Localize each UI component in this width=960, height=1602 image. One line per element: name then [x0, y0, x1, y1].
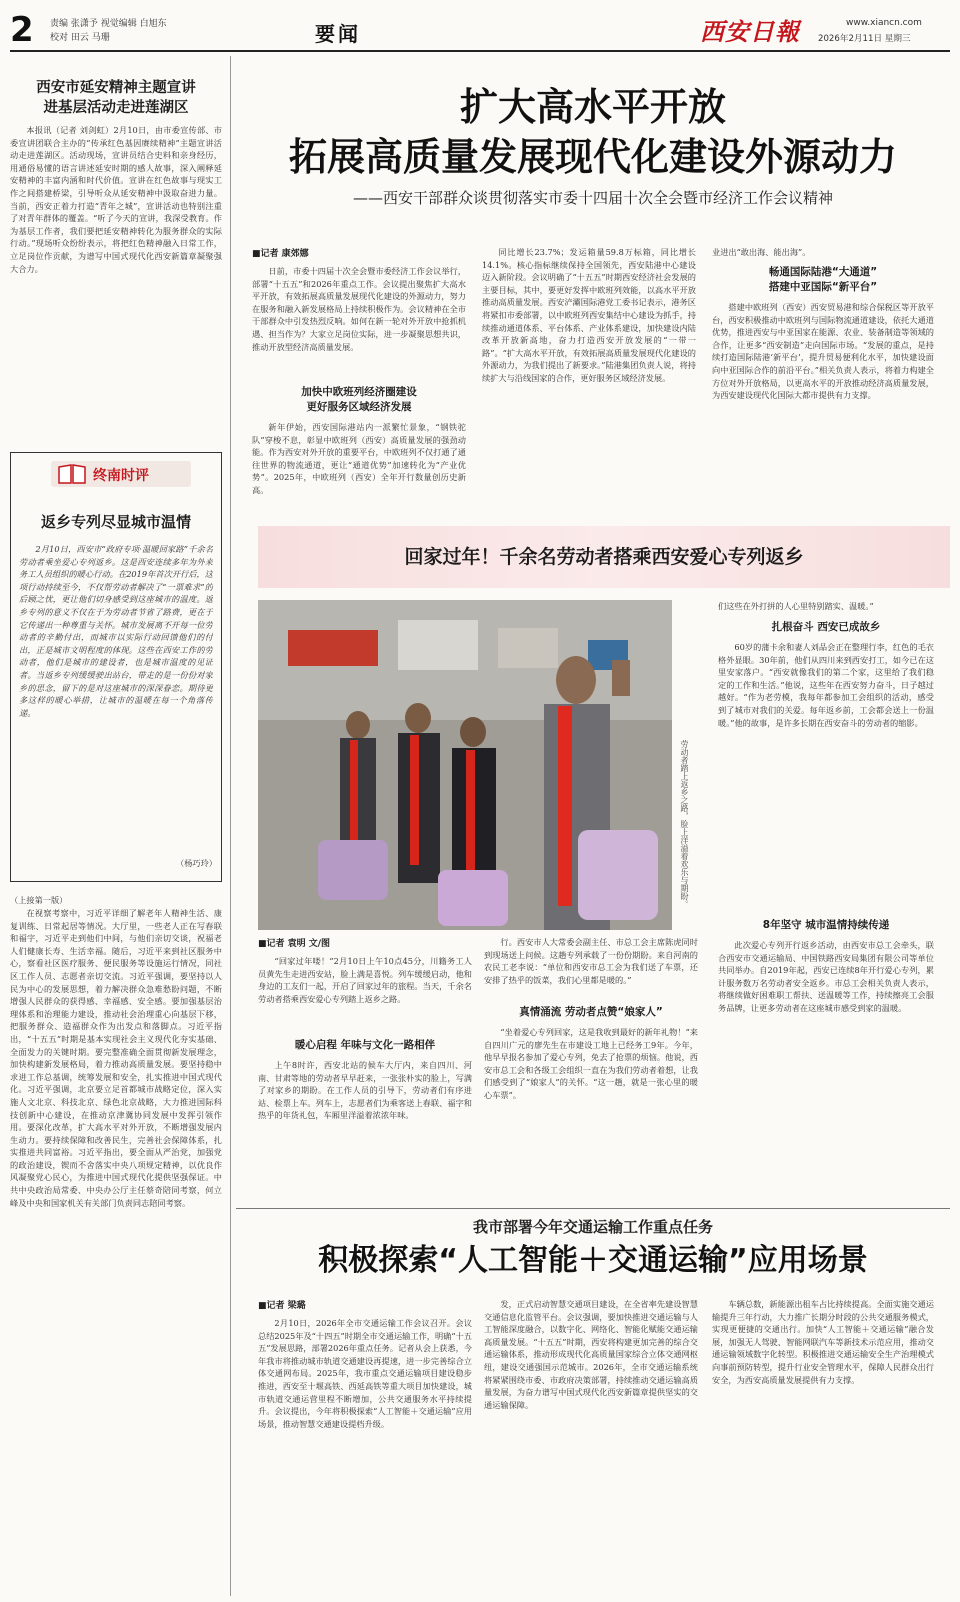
- main-byline: ■记者 康郊娜: [252, 249, 309, 259]
- photo-caption: 劳动者踏上返乡之路，脸上洋溢着欢乐与期盼。: [680, 740, 689, 908]
- left-article-title-1: 西安市延安精神主题宣讲: [36, 80, 196, 96]
- main-subheadline: ——西安干部群众谈贯彻落实市委十四届十次全会暨市经济工作会议精神: [352, 189, 833, 207]
- transport-col3-text: 车辆总数，新能源出租车占比持续提高。全面实施交通运输提升三年行动，大力推广长期分时段的公共交通服务模式，实现更便捷的交通出行。加快“人工智能＋交通运输”融合发展，加强无人驾驶、智能网联汽车等新技术示范应用，推动交通运输领域数字化转型。积极推进交通运输安全生产治理模式向事前预防转型，提升行业安全管理水平，保障人民群众出行安全，为西安高质量发展提供有力支撑。: [712, 1299, 934, 1385]
- newspaper-logo: 西安日報: [700, 17, 800, 46]
- train-banner-title: 回家过年！千余名劳动者搭乘西安爱心专列返乡: [404, 546, 804, 568]
- commentary-title: 返乡专列尽显城市温情: [40, 513, 191, 531]
- left-article: [10, 78, 222, 414]
- commentary-body: 2月10日，西安市“政府专项·温暖回家路”千余名劳动者乘坐爱心专列返乡。这是西安连续多年为外来务工人员组织的暖心行动。在2019年首次开行后，这项行动持续至今，不仅帮劳动者解决了“一票难求”的后顾之忧，更让他们切身感受到这座城市的温度。返乡专列的意义不仅在于为劳动者节省了路费，更在于它传递出一种尊重与关怀。城市发展离不开每一位劳动者的辛勤付出，而城市以实际行动回馈他们的付出，正是城市文明程度的体现。这些在西安工作的劳动者，他们是城市的建设者，也是城市温度的见证者。当返乡专列缓缓驶出站台，带走的是一份份对家乡的思念，留下的是对这座城市的深深眷恋。期待更多这样的暖心举措，让城市的温暖在每一个角落传递。: [19, 544, 213, 718]
- train-col1-text-b: 上午8时许，西安北站的候车大厅内，来自四川、河南、甘肃等地的劳动者早早赶来，一张张朴实的脸上，写满了对家乡的期盼。在工作人员的引导下，劳动者们有序进站、检票上车。列车上，志愿者们为乘客送上春联、福字和热乎的年货礼包，车厢里洋溢着浓浓年味。: [258, 1060, 472, 1121]
- transport-col1-text: 2月10日，2026年全市交通运输工作会议召开。会议总结2025年及“十四五”时期全市交通运输工作，明确“十五五”发展思路，部署2026年重点任务。记者从会上获悉，今年我市将推动城市轨道交通建设再提速，进一步完善综合立体交通网布局。2025年，我市重点交通运输项目建设稳步推进，西安至十堰高铁、西延高铁等重大项目加快建设，城市轨道交通运营里程不断增加，公共交通服务水平持续提升。会议提出，今年将积极探索“人工智能＋交通运输”应用场景，推动智慧交通建设提档升级。: [258, 1318, 472, 1429]
- main-article: [236, 60, 950, 210]
- main-col1-subhead: 加快中欧班列经济圈建设 更好服务区域经济发展: [301, 386, 417, 413]
- issue-date: 2026年2月11日 星期三: [818, 34, 911, 44]
- page-number: 2: [10, 10, 34, 50]
- train-col-2: [484, 936, 698, 1172]
- transport-kicker: 我市部署今年交通运输工作重点任务: [472, 1218, 713, 1236]
- train-banner: [258, 526, 950, 588]
- train-col2-text-b: “坐着爱心专列回家，这是我收到最好的新年礼物！”来自四川广元的廖先生在市建设工地上已经务工9年。今年，他早早报名参加了爱心专列，免去了抢票的烦恼。他说，西安市总工会和各级工会组织一直在为我们劳动者着想，让我们感受到了“娘家人”的关怀。“这一趟，就是一张心里的暖心车票”。: [484, 1027, 698, 1100]
- commentary-box: [10, 452, 222, 882]
- left-article-body: 本报讯（记者 刘剑虹）2月10日，由市委宣传部、市委宣讲团联合主办的“传承红色基因赓续精神”主题宣讲活动走进莲湖区。活动现场，宣讲员结合史料和亲身经历，用通俗易懂的语言讲述延安时期的感人故事，深入阐释延安精神的丰富内涵和时代价值。宣讲在红色故事与现实工作之间搭建桥梁，引导听众从延安精神中汲取奋进力量。当前，西安正着力打造“青年之城”，宣讲活动也特别注重了对青年群体的覆盖。“听了今天的宣讲，我深受教育。作为基层工作者，我们要把延安精神转化为服务群众的实际行动。”现场听众纷纷表示，将把红色精神融入日常工作，立足岗位作贡献，为谱写中国式现代化西安新篇章凝聚强大合力。: [10, 125, 222, 274]
- station-photo-illustration: [258, 600, 672, 930]
- transport-col-1: [258, 1298, 472, 1587]
- train-col-3: [718, 600, 934, 1199]
- main-col2-text: 同比增长23.7%；发运箱量59.8万标箱，同比增长14.1%。核心指标继续保持全国领先，西安陆港中心建设迈入新阶段。会议明确了“十五五”时期西安经济社会发展的主要目标，其中，要更好发挥中欧班列效能，以高水平开放推动高质量发展。西安浐灞国际港党工委书记表示，港务区将紧扣市委部署，以中欧班列西安集结中心建设为抓手，持续推动通道体系、平台体系、产业体系建设，加快建设内陆改革开放新高地，奋力打造西安开放发展的“一带一路”。“扩大高水平开放，有效拓展高质量发展现代化建设的外源动力，为我们提出了新要求。”陆港集团负责人说，将持续扩大与沿线国家的合作，更好服务区域经济发展。: [482, 247, 696, 383]
- column-logo: 终南时评: [93, 468, 149, 484]
- train-photo: [258, 600, 672, 930]
- train-col2-subhead: 真情涌流 劳动者点赞“娘家人”: [519, 1006, 663, 1018]
- transport-col2-text: 发，正式启动智慧交通项目建设，在全省率先建设智慧交通信息化监管平台。会议强调，要加快推进交通运输与人工智能深度融合，以数字化、网络化、智能化赋能交通运输高质量发展。“十五五”时期，西安将构建更加完善的综合交通运输体系，推动形成现代化高质量国家综合立体交通网枢纽，建设交通强国示范城市。2026年，全市交通运输系统将紧紧围绕市委、市政府决策部署，持续推动交通运输高质量发展，为奋力谱写中国式现代化西安新篇章提供坚实的交通运输保障。: [484, 1299, 698, 1410]
- section-divider: [236, 1208, 950, 1209]
- transport-headline: 积极探索“人工智能＋交通运输”应用场景: [318, 1243, 868, 1278]
- credits-line-2: 校对 田云 马珊: [50, 33, 110, 43]
- main-col-1: [252, 246, 466, 533]
- left-article-title-2: 进基层活动走进莲湖区: [43, 100, 189, 116]
- main-col3-text-b: 搭建中欧班列（西安）西安贸易港和综合保税区等开放平台，西安积极推动中欧班列与国际物流通道建设，依托大通道优势，推进西安与中亚国家在能源、农业、装备制造等领域的合作，让更多“西安制造”走向国际市场。“发展的重点，是持续打造国际陆港‘新平台’，提升贸易便利化水平，加快建设面向中亚国际合作的前沿平台。”相关负责人表示，将着力构建全方位对外开放格局，以更高水平的开放推动经济高质量发展，为西安建设现代化国际大都市提供有力支撑。: [712, 302, 934, 401]
- page-header: [10, 10, 950, 54]
- commentary-author: （杨巧玲）: [176, 858, 217, 868]
- transport-col-2: [484, 1298, 698, 1588]
- transport-col-3: [712, 1298, 934, 1588]
- main-col1-text-a: 日前，市委十四届十次全会暨市委经济工作会议举行，部署“十五五”和2026年重点工作。会议提出聚焦扩大高水平开放，有效拓展高质量发展现代化建设的外源动力，努力在服务和融入新发展格局上持续积极作为。会议精神在全市干部群众中引发热烈反响。如何在新一轮对外开放中抢抓机遇、担当作为？大家立足岗位实际，进一步凝聚思想共识，推动开放型经济高质量发展。: [252, 266, 466, 352]
- train-col3-text-b: 60岁的蒲卡余和妻人刘品会正在整理行李，红色的毛衣格外显眼。30年前，他们从四川来到西安打工，如今已在这里安家落户。“西安就像我们的第二个家，这里给了我们稳定的工作和生活。”他说，这些年在西安努力奋斗，日子越过越好。“作为老劳模，我每年都参加工会组织的活动，感受到了城市对我们的关爱。每年返乡前，工会都会送上一份温暖。”他的故事，是许多长期在西安奋斗的劳动者的缩影。: [718, 642, 934, 728]
- train-col1-subhead: 暖心启程 年味与文化一路相伴: [294, 1039, 436, 1051]
- train-col3-text-a: 们这些在外打拼的人心里特别踏实、温暖。”: [718, 601, 874, 611]
- train-byline: ■记者 袁明 文/图: [258, 939, 331, 949]
- transport-byline: ■记者 梁璐: [258, 1301, 306, 1311]
- train-col3-subhead-2: 8年坚守 城市温情持续传递: [762, 919, 890, 931]
- section-title: 要闻: [315, 22, 361, 46]
- main-col-2: [482, 246, 696, 508]
- main-col3-subhead: 畅通国际陆港“大通道” 搭建中亚国际“新平台”: [768, 266, 878, 293]
- main-col1-text-b: 新年伊始，西安国际港站内一派繁忙景象，“钢铁驼队”穿梭不息，彰显中欧班列（西安）高质量发展的强劲动能。作为西安对外开放的重要平台，中欧班列不仅打通了通往世界的物流通道，更让“通道优势”加速转化为“产业优势”。2025年，中欧班列（西安）全年开行数量创历史新高。: [252, 422, 466, 495]
- column-divider: [230, 56, 231, 1596]
- train-col2-text: 行。西安市人大常委会副主任、市总工会主席陈虎同时到现场送上问候。这趟专列承载了一份份期盼。来自河南的农民工老李说：“单位和西安市总工会为我们送了车票，还安排了热乎的饭菜，我们心里都是暖的。”: [484, 937, 698, 985]
- train-col3-subhead-1: 扎根奋斗 西安已成故乡: [771, 621, 881, 633]
- site-url: www.xiancn.com: [846, 18, 922, 28]
- continued-label: （上接第一版）: [10, 895, 68, 905]
- main-headline-2: 拓展高质量发展现代化建设外源动力: [288, 135, 897, 179]
- header-rule: [10, 50, 950, 52]
- main-col3-text-a: 业进出“敢出海、能出海”。: [712, 247, 811, 257]
- train-col-1: [258, 936, 472, 1171]
- book-icon: [57, 463, 87, 485]
- main-col-3: [712, 246, 934, 511]
- main-headline-1: 扩大高水平开放: [459, 85, 726, 129]
- continued-article: [10, 894, 222, 1595]
- credits-line-1: 责编 张潇予 视觉编辑 白旭东: [50, 19, 167, 29]
- train-col3-text-c: 此次爱心专列开行返乡活动，由西安市总工会牵头，联合西安市交通运输局、中国铁路西安局集团有限公司等单位共同举办。自2019年起，西安已连续8年开行爱心专列，累计服务数万名劳动者安全返乡。市总工会相关负责人表示，将继续做好困难职工帮扶、送温暖等工作，持续擦亮工会服务品牌，让更多劳动者在这座城市感受到家的温暖。: [718, 940, 934, 1013]
- continued-body: 在视察考察中，习近平详细了解老年人精神生活、康复训练、日常起居等情况。大厅里，一些老人正在写春联和福字，习近平走到他们中间，与他们亲切交谈，祝福老人们健康长寿、生活幸福。随后，习近平来到社区服务中心，察看社区医疗服务、便民服务等设施运行情况，同社区工作人员、志愿者亲切交流。习近平强调，要坚持以人民为中心的发展思想，着力解决群众急难愁盼问题，不断增强人民群众的获得感、幸福感、安全感。要加强基层治理体系和治理能力建设，推动社会治理重心向基层下移，把服务群众、造福群众作为出发点和落脚点。习近平指出，“十五五”时期是基本实现社会主义现代化夯实基础、全面发力的关键时期。要完整准确全面贯彻新发展理念，加快构建新发展格局，着力推动高质量发展。要坚持稳中求进工作总基调，统筹发展和安全，扎实推进中国式现代化。习近平强调，北京要立足首都城市战略定位，深入实施人文北京、科技北京、绿色北京战略，大力推进国际科技创新中心建设，在推动京津冀协同发展中发挥引领作用。要深化改革，扩大高水平对外开放，不断增强发展内生动力。要持续保障和改善民生，完善社会保障体系，扎实推进共同富裕。习近平指出，要全面从严治党，加强党的政治建设，锲而不舍落实中央八项规定精神，以优良作风凝聚党心民心，为推进中国式现代化提供坚强保证。中共中央政治局常委、中央办公厅主任蔡奇陪同考察，何立峰及中央和国家机关有关部门负责同志陪同考察。: [10, 908, 222, 1208]
- train-col1-text: “回家过年喽！”2月10日上午10点45分，川籍务工人员黄先生走进西安站，脸上满是喜悦。列车缓缓启动，他和身边的工友们一起，开启了回家过年的旅程。当天，千余名劳动者搭乘西安爱心专列踏上返乡之路。: [258, 956, 472, 1004]
